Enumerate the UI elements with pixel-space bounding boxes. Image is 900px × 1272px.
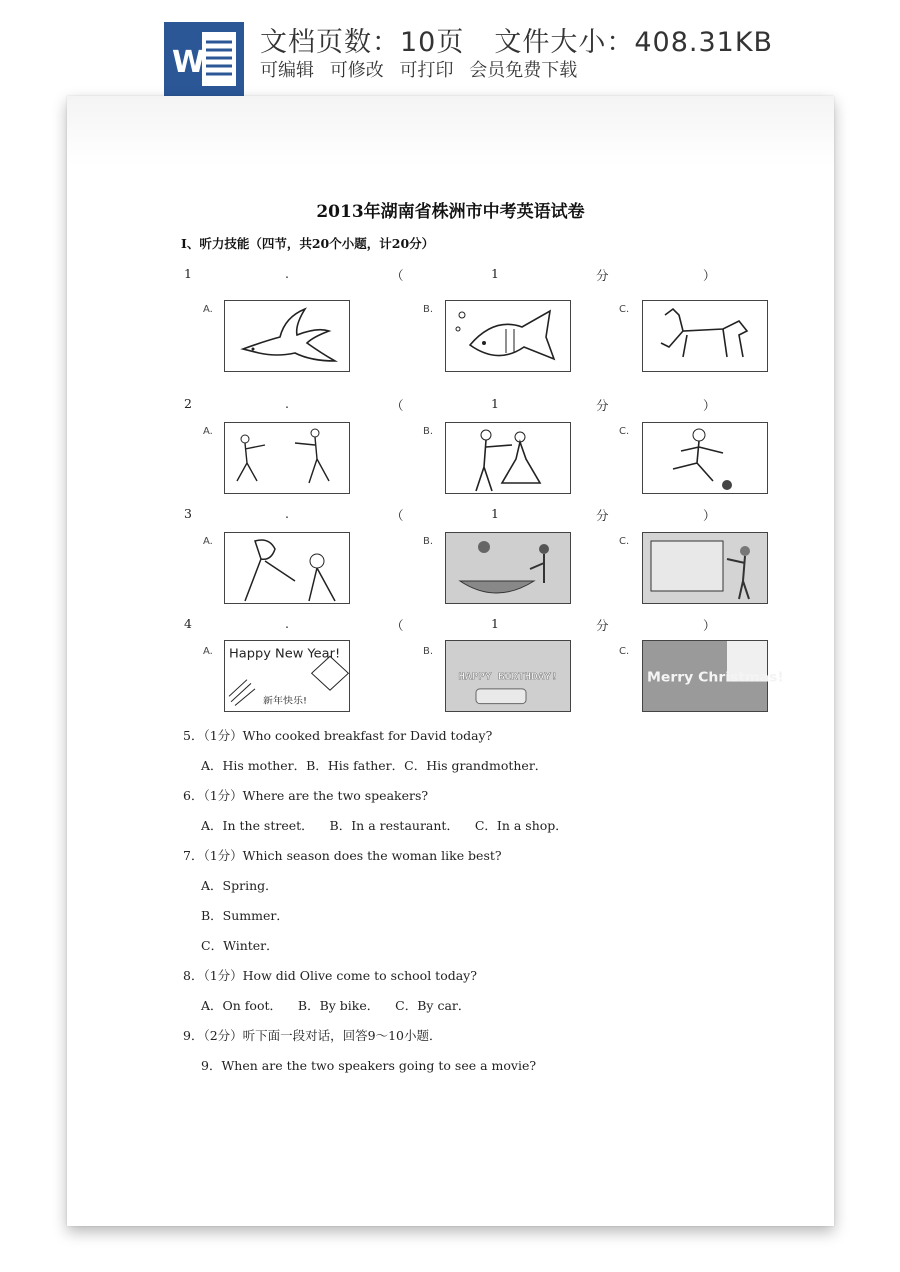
question-row-3: 3 . （ 1 分 ） — [184, 506, 716, 523]
question-6: 6．（1分）Where are the two speakers? — [183, 788, 429, 803]
document-page — [67, 96, 834, 1226]
teacher-blackboard-picture — [642, 532, 768, 604]
question-8: 8．（1分）How did Olive come to school today? — [183, 968, 477, 983]
option-label-b: B. — [423, 426, 434, 437]
option-label-b: B. — [423, 646, 434, 657]
download-banner — [0, 0, 900, 96]
question-5-options: A．His mother．B．His father．C．His grandmother． — [201, 758, 548, 773]
birthday-card-picture — [445, 640, 571, 712]
question-8-options: A．On foot． B．By bike． C．By car． — [201, 998, 471, 1013]
card-happy-birthday: HAPPY BIRTHDAY! — [458, 671, 558, 683]
bird-picture — [224, 300, 350, 372]
question-7-option-b: B．Summer． — [201, 908, 289, 923]
feature-modifiable: 可修改 — [329, 60, 384, 81]
exam-title: 2013年湖南省株洲市中考英语试卷 — [316, 202, 585, 222]
option-label-c: C. — [619, 646, 630, 657]
option-label-a: A. — [203, 304, 213, 315]
page-count: 文档页数：10页 — [260, 27, 465, 58]
question-9-intro: 9．（2分）听下面一段对话，回答9～10小题． — [183, 1028, 442, 1043]
feature-printable: 可打印 — [399, 60, 454, 81]
question-row-4: 4 . （ 1 分 ） — [184, 616, 716, 633]
question-5: 5．（1分）Who cooked breakfast for David today? — [183, 728, 493, 743]
option-label-b: B. — [423, 304, 434, 315]
food-sharing-picture — [445, 532, 571, 604]
card-happy-new-year: Happy New Year! — [229, 646, 341, 661]
question-7-option-c: C．Winter． — [201, 938, 279, 953]
section-heading: I、听力技能（四节，共20个小题，计20分） — [181, 236, 435, 251]
horse-picture — [642, 300, 768, 372]
doctor-patient-picture — [224, 532, 350, 604]
fish-picture — [445, 300, 571, 372]
option-label-c: C. — [619, 426, 630, 437]
question-6-options: A．In the street． B．In a restaurant． C．In a shop． — [201, 818, 568, 833]
option-label-c: C. — [619, 304, 630, 315]
question-9: 9．When are the two speakers going to see a movie? — [201, 1058, 537, 1073]
question-7-option-a: A．Spring． — [201, 878, 278, 893]
option-label-c: C. — [619, 536, 630, 547]
option-label-b: B. — [423, 536, 434, 547]
word-document-icon — [164, 22, 244, 96]
option-label-a: A. — [203, 426, 213, 437]
christmas-card-picture — [642, 640, 784, 712]
new-year-card-picture — [224, 640, 350, 712]
running-people-picture — [224, 422, 350, 494]
question-7: 7．（1分）Which season does the woman like best? — [183, 848, 502, 863]
question-row-2: 2 . （ 1 分 ） — [184, 396, 716, 413]
file-info — [260, 20, 773, 59]
feature-list — [260, 56, 587, 82]
question-row-1: 1 . （ 1 分 ） — [184, 266, 716, 283]
football-player-picture — [642, 422, 768, 494]
feature-member-download: 会员免费下载 — [469, 60, 578, 81]
card-xin-nian: 新年快乐! — [263, 695, 307, 707]
option-label-a: A. — [203, 646, 213, 657]
option-label-a: A. — [203, 536, 213, 547]
svg-text:W: W — [172, 45, 206, 80]
file-size: 文件大小：408.31KB — [494, 27, 774, 58]
dancing-couple-picture — [445, 422, 571, 494]
feature-editable: 可编辑 — [260, 60, 314, 81]
card-merry-christmas: Merry Christmas! — [647, 670, 784, 686]
